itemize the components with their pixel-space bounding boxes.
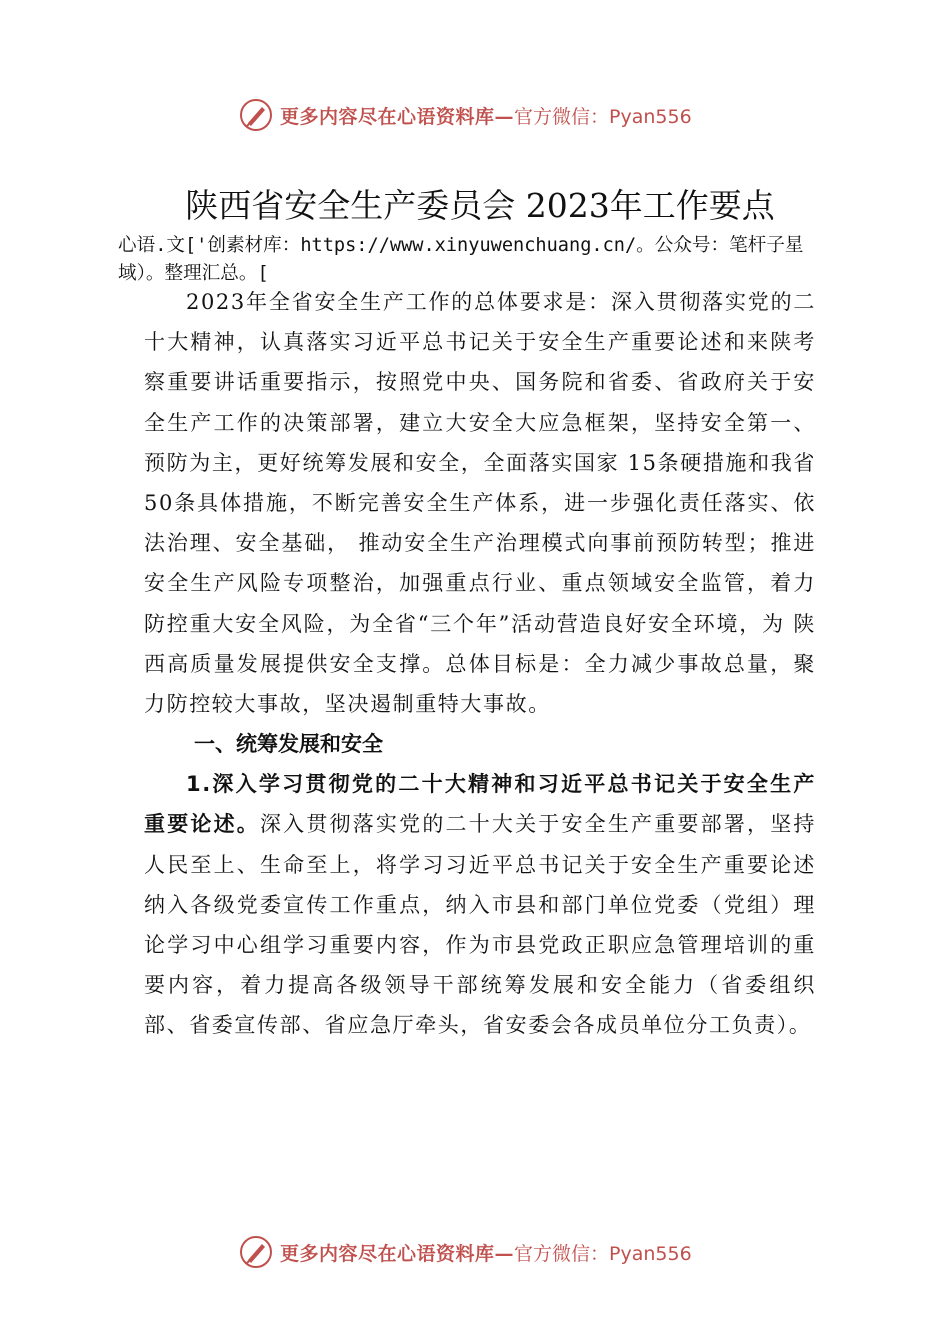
- document-title: 陕西省安全生产委员会 2023年工作要点: [185, 186, 775, 225]
- document-body: [144, 282, 816, 1046]
- section-heading: 一、统筹发展和安全: [194, 732, 383, 757]
- banner-text: 更多内容尽在心语资料库—: [280, 1242, 515, 1265]
- banner-wechat: 官方微信：Pyan556: [514, 1242, 692, 1265]
- banner-text: 更多内容尽在心语资料库—: [280, 105, 515, 128]
- source-note: 心语.文['创素材库：https://www.xinyuwenchuang.cn/。公众号：笔杆子星域）。整理汇总。[: [118, 235, 804, 284]
- pen-logo-icon: [238, 97, 274, 133]
- footer-banner: [238, 1232, 758, 1272]
- header-banner: [238, 95, 758, 135]
- pen-logo-icon: [238, 1234, 274, 1270]
- intro-paragraph: 2023年全省安全生产工作的总体要求是：深入贯彻落实党的二十大精神，认真落实习近平总书记关于安全生产重要论述和来陕考察重要讲话重要指示，按照党中央、国务院和省委、省政府关于安全生产工作的决策部署，建立大安全大应急框架，坚持安全第一、预防为主，更好统筹发展和安全，全面落实国家 15条硬措施和我省 50条具体措施，不断完善安全生产体系，进一步强化责任落实、依法治理、安全基础， 推动安全生产治理模式向事前预防转型；推进安全生产风险专项整治，加强重点行业、重点领域安全监管，着力防控重大安全风险，为全省“三个年”活动营造良好安全环境，为 陕西高质量发展提供安全支撑。总体目标是：全力减少事故总量，聚力防控较大事故，坚决遏制重特大事故。: [144, 290, 816, 717]
- item-body: 深入贯彻落实党的二十大关于安全生产重要部署，坚持人民至上、生命至上，将学习习近平总书记关于安全生产重要论述纳入各级党委宣传工作重点，纳入市县和部门单位党委（党组）理论学习中心组学习重要内容，作为市县党政正职应急管理培训的重要内容，着力提高各级领导干部统筹发展和安全能力（省委组织部、省委宣传部、省应急厅牵头，省安委会各成员单位分工负责）。: [144, 812, 816, 1038]
- item-lead: 1.深入学习贯彻党的二十大精神和习近平总书记关于安全生产重要论述。: [144, 772, 816, 837]
- banner-wechat: 官方微信：Pyan556: [514, 105, 692, 128]
- item-paragraph: [144, 764, 816, 1045]
